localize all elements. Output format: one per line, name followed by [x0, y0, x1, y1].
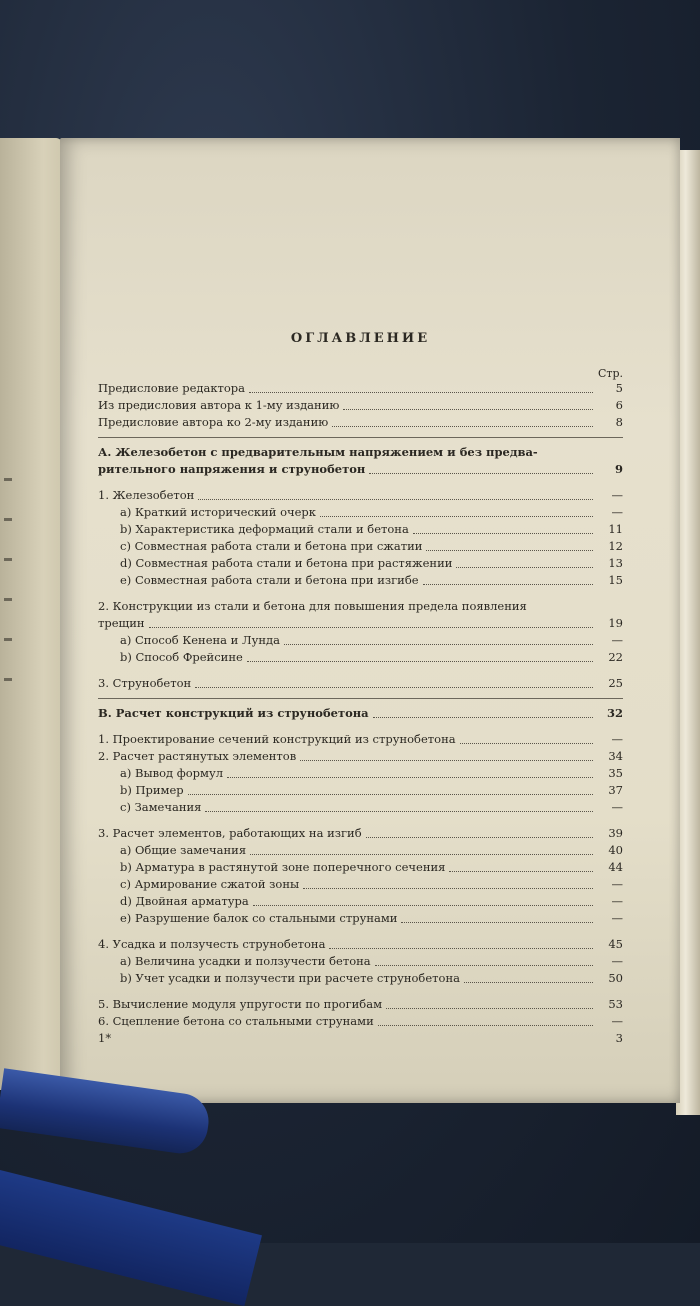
toc-entry: 4. Усадка и ползучесть струнобетона 45 — [98, 937, 623, 951]
toc-subentry: b) Способ Фрейсине 22 — [120, 650, 623, 664]
toc-subentry: а) Краткий исторический очерк — — [120, 505, 623, 519]
table-of-contents — [98, 330, 623, 1047]
toc-entry: трещин 19 — [98, 616, 623, 630]
toc-entry: Предисловие автора ко 2-му изданию 8 — [98, 415, 623, 429]
footer-row — [98, 1030, 623, 1047]
toc-entry: рительного напряжения и струнобетон 9 — [98, 462, 623, 476]
toc-entry: Предисловие редактора 5 — [98, 381, 623, 395]
toc-subentry: b) Учет усадки и ползучести при расчете струнобетона 50 — [120, 971, 623, 985]
toc-subentry: c) Замечания — — [120, 800, 623, 814]
toc-entry: Из предисловия автора к 1-му изданию 6 — [98, 398, 623, 412]
toc-entry: 5. Вычисление модуля упругости по прогибам 53 — [98, 997, 623, 1011]
toc-entry: 3. Расчет элементов, работающих на изгиб 39 — [98, 826, 623, 840]
toc-subentry: e) Разрушение балок со стальными струнами — — [120, 911, 623, 925]
signature-mark: 1* — [98, 1031, 112, 1045]
toc-subentry: b) Характеристика деформаций стали и бетона 11 — [120, 522, 623, 536]
toc-entry: 3. Струнобетон 25 — [98, 676, 623, 690]
toc-subentry: e) Совместная работа стали и бетона при изгибе 15 — [120, 573, 623, 587]
toc-entry: 1. Железобетон — — [98, 488, 623, 502]
page-number: 3 — [615, 1031, 623, 1045]
toc-subentry: d) Двойная арматура — — [120, 894, 623, 908]
toc-subentry: а) Величина усадки и ползучести бетона — — [120, 954, 623, 968]
toc-subentry: а) Вывод формул 35 — [120, 766, 623, 780]
toc-subentry: а) Способ Кенена и Лунда — — [120, 633, 623, 647]
toc-subentry: а) Общие замечания 40 — [120, 843, 623, 857]
toc-entry-line: 2. Конструкции из стали и бетона для повышения предела появления — [98, 599, 527, 613]
page-title: ОГЛАВЛЕНИЕ — [290, 331, 431, 346]
section-heading: А. Железобетон с предварительным напряжением и без предва- — [98, 445, 538, 459]
page-column-header: Стр. — [597, 367, 623, 380]
toc-entry: 6. Сцепление бетона со стальными струнами — — [98, 1014, 623, 1028]
toc-subentry: c) Армирование сжатой зоны — — [120, 877, 623, 891]
toc-subentry: b) Арматура в растянутой зоне поперечного сечения 44 — [120, 860, 623, 874]
section-heading: В. Расчет конструкций из струнобетона 32 — [98, 706, 623, 720]
left-page-edge — [0, 138, 62, 1090]
divider — [98, 437, 623, 438]
divider — [98, 698, 623, 699]
toc-entry: 2. Расчет растянутых элементов 34 — [98, 749, 623, 763]
toc-subentry: b) Пример 37 — [120, 783, 623, 797]
toc-entry: 1. Проектирование сечений конструкций из струнобетона — — [98, 732, 623, 746]
toc-subentry: d) Совместная работа стали и бетона при растяжении 13 — [120, 556, 623, 570]
toc-subentry: c) Совместная работа стали и бетона при сжатии 12 — [120, 539, 623, 553]
